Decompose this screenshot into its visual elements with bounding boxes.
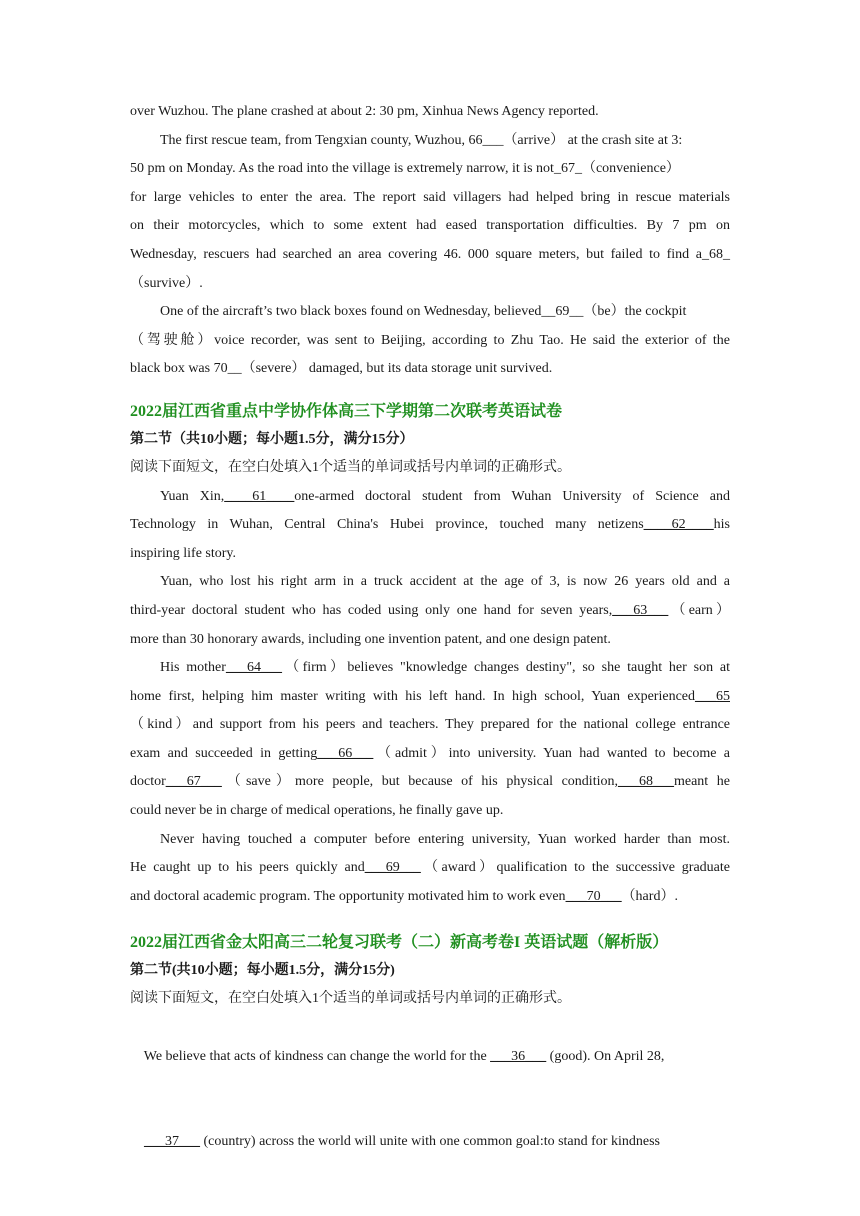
- blank-65: ___65: [695, 688, 730, 704]
- text-line: home first, helping him master writing with his left hand. In high school, Yuan experienced___65: [130, 688, 730, 704]
- text-line: exam and succeeded in getting___66___（admit）into university. Yuan had wanted to become a: [130, 745, 730, 761]
- text-line: Wednesday, rescuers had searched an area covering 46. 000 square meters, but failed to find a_68_: [130, 246, 730, 262]
- text-line: （驾驶舱）voice recorder, was sent to Beijing, according to Zhu Tao. He said the exterior of the: [130, 332, 730, 348]
- section-1-passage: [130, 98, 730, 384]
- section-3-instruction: 阅读下面短文，在空白处填入1个适当的单词或括号内单词的正确形式。: [130, 991, 571, 1007]
- blank-62: ____62____: [643, 517, 714, 533]
- section-3-title: 2022届江西省金太阳高三二轮复习联考（二）新高考卷I 英语试题（解析版）: [130, 934, 669, 952]
- blank-64: ___64___: [225, 660, 282, 676]
- text-line: over Wuzhou. The plane crashed at about 2: 30 pm, Xinhua News Agency reported.: [130, 104, 599, 119]
- blank-61: ____61____: [224, 488, 295, 504]
- text-line: for large vehicles to enter the area. The report said villagers had helped bring in rescue materials: [130, 189, 730, 205]
- text-line: Never having touched a computer before entering university, Yuan worked harder than most.: [160, 831, 730, 847]
- blank-37: ___37___: [144, 1134, 200, 1150]
- text-line: could never be in charge of medical operations, he finally gave up.: [130, 803, 504, 819]
- text-line: ___37___ (country) across the world will unite with one common goal:to stand for kindness: [144, 1134, 660, 1150]
- blank-66: ___66___: [317, 745, 374, 761]
- text-line: more than 30 honorary awards, including one invention patent, and one design patent.: [130, 631, 611, 647]
- text-line: One of the aircraft’s two black boxes found on Wednesday, believed__69__（be）the cockpit: [160, 304, 687, 320]
- text-line: His mother___64___（firm）believes "knowledge changes destiny", so she taught her son at: [160, 660, 730, 676]
- text-line: black box was 70__（severe） damaged, but its data storage unit survived.: [130, 361, 553, 377]
- text-line: He caught up to his peers quickly and___69___（award）qualification to the successive graduate: [130, 860, 730, 876]
- blank-69: ___69___: [364, 860, 421, 876]
- text-line: （survive）.: [130, 275, 203, 291]
- section-3-subtitle: 第二节(共10小题；每小题1.5分，满分15分): [130, 963, 395, 979]
- text-line: 50 pm on Monday. As the road into the village is extremely narrow, it is not_67_（convenience）: [130, 161, 680, 177]
- text-line: We believe that acts of kindness can change the world for the ___36___ (good). On April 28,: [143, 1048, 665, 1064]
- text-line: （kind）and support from his peers and teachers. They prepared for the national college entrance: [130, 717, 730, 733]
- text-line: and doctoral academic program. The opportunity motivated him to work even___70___（hard）.: [130, 888, 678, 904]
- text-line: Yuan, who lost his right arm in a truck accident at the age of 3, is now 26 years old and a: [160, 574, 730, 590]
- section-2-title: 2022届江西省重点中学协作体高三下学期第二次联考英语试卷: [130, 402, 563, 420]
- section-2-instruction: 阅读下面短文，在空白处填入1个适当的单词或括号内单词的正确形式。: [130, 459, 571, 475]
- text-line: doctor___67___（save）more people, but because of his physical condition,___68___meant he: [130, 774, 730, 790]
- text-line: The first rescue team, from Tengxian county, Wuzhou, 66___（arrive） at the crash site at 3:: [160, 132, 683, 148]
- text-line: Technology in Wuhan, Central China's Hubei province, touched many netizens____62____his: [130, 517, 730, 533]
- text-line: third-year doctoral student who has coded using only one hand for seven years,___63___（earn）: [130, 602, 730, 618]
- blank-63: ___63___: [612, 602, 669, 618]
- text-line: inspiring life story.: [130, 545, 237, 561]
- document-page: [130, 98, 730, 1186]
- blank-70: ___70___: [565, 888, 622, 904]
- text-line: on their motorcycles, which to some extent had eased transportation difficulties. By 7 pm on: [130, 218, 730, 234]
- blank-68: ___68___: [617, 774, 674, 790]
- blank-67: ___67___: [165, 774, 222, 790]
- section-2-subtitle: 第二节（共10小题；每小题1.5分，满分15分）: [130, 431, 414, 447]
- blank-36: ___36___: [490, 1048, 547, 1064]
- text-line: Yuan Xin,____61____one-armed doctoral student from Wuhan University of Science and: [160, 488, 730, 504]
